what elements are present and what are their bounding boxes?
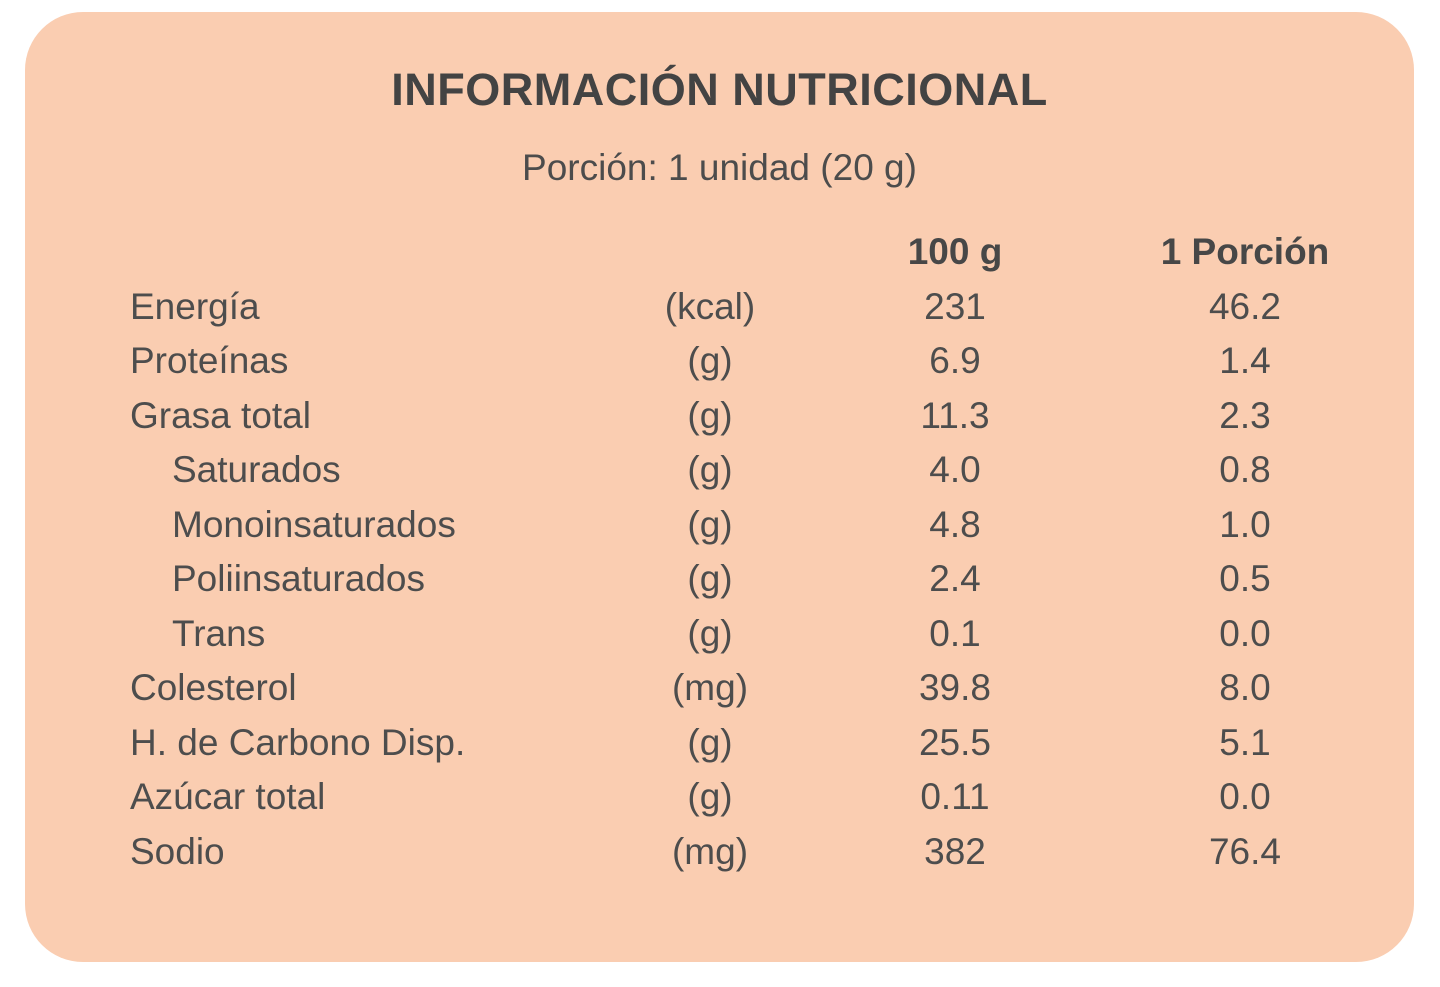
table-row (130, 661, 1414, 716)
nutrient-unit: (g) (687, 558, 733, 599)
value-per-100g: 4.0 (929, 449, 981, 490)
table-row (130, 770, 1414, 825)
table-row (130, 825, 1414, 880)
nutrient-unit: (kcal) (664, 285, 756, 327)
nutrition-table (130, 225, 1414, 879)
nutrient-label: H. de Carbono Disp. (130, 721, 466, 763)
table-header-row (130, 225, 1414, 280)
table-row (130, 280, 1414, 335)
value-per-portion: 0.5 (1219, 558, 1271, 599)
value-per-100g: 382 (924, 830, 986, 872)
table-row (130, 389, 1414, 444)
nutrient-unit: (g) (687, 503, 733, 545)
value-per-portion: 1.0 (1219, 503, 1271, 545)
value-per-portion: 2.3 (1219, 394, 1271, 436)
table-row (130, 607, 1414, 662)
nutrient-label: Azúcar total (130, 776, 326, 817)
table-row (130, 334, 1414, 389)
table-row (130, 443, 1414, 498)
column-header-100g: 100 g (907, 231, 1003, 272)
value-per-100g: 39.8 (918, 667, 991, 708)
value-per-100g: 11.3 (920, 394, 990, 436)
nutrient-unit: (mg) (671, 830, 749, 872)
value-per-portion: 8.0 (1219, 667, 1271, 708)
nutrient-label: Colesterol (130, 667, 297, 708)
nutrient-label: Trans (172, 612, 266, 654)
nutrient-unit: (g) (687, 721, 733, 763)
table-body (130, 280, 1414, 880)
value-per-100g: 2.4 (929, 558, 981, 599)
value-per-portion: 46.2 (1208, 285, 1281, 327)
value-per-portion: 1.4 (1219, 340, 1271, 381)
nutrient-label: Saturados (172, 449, 341, 490)
table-row (130, 498, 1414, 553)
nutrient-label: Sodio (130, 830, 225, 872)
nutrient-unit: (g) (687, 449, 733, 490)
nutrient-unit: (g) (687, 612, 733, 654)
nutrient-label: Poliinsaturados (172, 558, 425, 599)
value-per-portion: 0.8 (1219, 449, 1271, 490)
value-per-100g: 231 (924, 285, 986, 327)
value-per-100g: 6.9 (929, 340, 981, 381)
serving-size-text: Porción: 1 unidad (20 g) (522, 147, 917, 188)
nutrient-label: Grasa total (130, 394, 311, 436)
value-per-portion: 76.4 (1208, 830, 1281, 872)
nutrient-label: Energía (130, 285, 260, 327)
value-per-portion: 0.0 (1219, 612, 1271, 654)
page-title: INFORMACIÓN NUTRICIONAL (391, 64, 1048, 115)
value-per-portion: 5.1 (1219, 721, 1271, 763)
value-per-100g: 25.5 (918, 721, 991, 763)
value-per-100g: 0.11 (920, 776, 990, 817)
table-row (130, 552, 1414, 607)
nutrient-unit: (g) (687, 394, 733, 436)
nutrient-label: Proteínas (130, 340, 289, 381)
nutrition-label-card (25, 12, 1414, 962)
column-header-portion: 1 Porción (1160, 231, 1330, 272)
value-per-100g: 0.1 (929, 612, 981, 654)
value-per-portion: 0.0 (1219, 776, 1271, 817)
nutrient-label: Monoinsaturados (172, 503, 456, 545)
value-per-100g: 4.8 (929, 503, 981, 545)
table-row (130, 716, 1414, 771)
nutrient-unit: (g) (687, 340, 733, 381)
nutrient-unit: (g) (687, 776, 733, 817)
nutrient-unit: (mg) (671, 667, 749, 708)
